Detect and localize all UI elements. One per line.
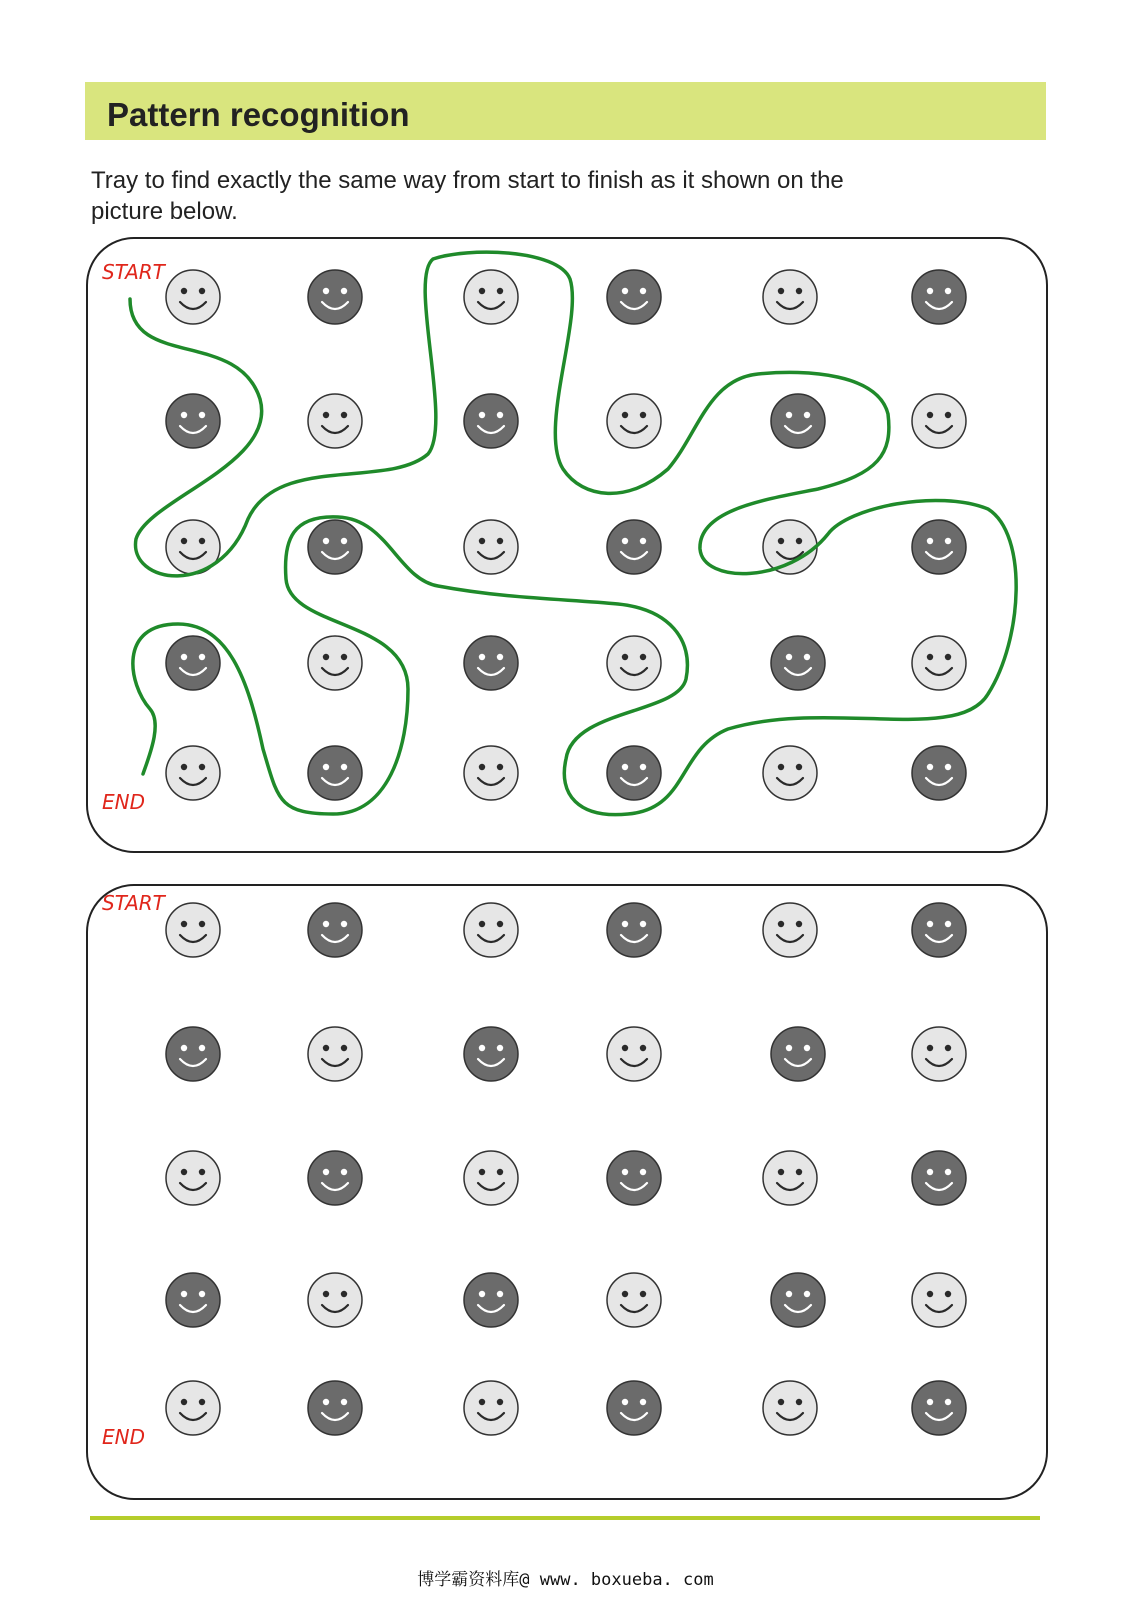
end-label: END xyxy=(102,790,145,814)
light-smiley-icon xyxy=(308,1027,362,1081)
dark-smiley-icon xyxy=(912,1381,966,1435)
dark-smiley-icon xyxy=(166,394,220,448)
dark-smiley-icon xyxy=(464,1273,518,1327)
light-smiley-icon xyxy=(166,270,220,324)
light-smiley-icon xyxy=(464,746,518,800)
practice-face-grid xyxy=(166,903,966,1435)
light-smiley-icon xyxy=(464,903,518,957)
light-smiley-icon xyxy=(912,394,966,448)
instructions-text: Tray to find exactly the same way from start to finish as it shown on the picture below. xyxy=(91,167,844,225)
example-maze-panel xyxy=(86,237,1048,853)
dark-smiley-icon xyxy=(607,270,661,324)
bottom-rule xyxy=(90,1516,1040,1520)
light-smiley-icon xyxy=(912,1027,966,1081)
dark-smiley-icon xyxy=(771,394,825,448)
light-smiley-icon xyxy=(308,394,362,448)
example-maze-canvas xyxy=(88,239,1046,851)
dark-smiley-icon xyxy=(308,903,362,957)
dark-smiley-icon xyxy=(308,1151,362,1205)
light-smiley-icon xyxy=(308,636,362,690)
dark-smiley-icon xyxy=(308,1381,362,1435)
page-title: Pattern recognition xyxy=(107,96,410,133)
light-smiley-icon xyxy=(607,636,661,690)
dark-smiley-icon xyxy=(771,1027,825,1081)
light-smiley-icon xyxy=(308,1273,362,1327)
light-smiley-icon xyxy=(912,636,966,690)
light-smiley-icon xyxy=(607,1273,661,1327)
light-smiley-icon xyxy=(763,270,817,324)
light-smiley-icon xyxy=(166,746,220,800)
dark-smiley-icon xyxy=(912,1151,966,1205)
dark-smiley-icon xyxy=(771,636,825,690)
light-smiley-icon xyxy=(763,1381,817,1435)
dark-smiley-icon xyxy=(912,520,966,574)
light-smiley-icon xyxy=(464,520,518,574)
light-smiley-icon xyxy=(763,520,817,574)
practice-maze-panel xyxy=(86,884,1048,1500)
dark-smiley-icon xyxy=(607,520,661,574)
dark-smiley-icon xyxy=(308,270,362,324)
light-smiley-icon xyxy=(607,394,661,448)
light-smiley-icon xyxy=(464,1381,518,1435)
light-smiley-icon xyxy=(166,1381,220,1435)
dark-smiley-icon xyxy=(607,903,661,957)
light-smiley-icon xyxy=(763,746,817,800)
end-label: END xyxy=(102,1425,145,1449)
light-smiley-icon xyxy=(464,270,518,324)
practice-maze-canvas xyxy=(88,886,1046,1498)
light-smiley-icon xyxy=(912,1273,966,1327)
start-label: START xyxy=(102,891,165,915)
dark-smiley-icon xyxy=(464,394,518,448)
light-smiley-icon xyxy=(763,903,817,957)
dark-smiley-icon xyxy=(912,270,966,324)
dark-smiley-icon xyxy=(166,1273,220,1327)
dark-smiley-icon xyxy=(607,746,661,800)
light-smiley-icon xyxy=(607,1027,661,1081)
dark-smiley-icon xyxy=(607,1381,661,1435)
light-smiley-icon xyxy=(166,903,220,957)
dark-smiley-icon xyxy=(308,520,362,574)
dark-smiley-icon xyxy=(607,1151,661,1205)
footer-watermark: 博学霸资料库@ www. boxueba. com xyxy=(417,1570,714,1590)
light-smiley-icon xyxy=(464,1151,518,1205)
dark-smiley-icon xyxy=(308,746,362,800)
dark-smiley-icon xyxy=(464,636,518,690)
dark-smiley-icon xyxy=(771,1273,825,1327)
title-band xyxy=(85,82,1046,140)
light-smiley-icon xyxy=(763,1151,817,1205)
example-path-line xyxy=(130,252,1016,815)
dark-smiley-icon xyxy=(912,903,966,957)
start-label: START xyxy=(102,260,165,284)
dark-smiley-icon xyxy=(166,1027,220,1081)
dark-smiley-icon xyxy=(912,746,966,800)
dark-smiley-icon xyxy=(464,1027,518,1081)
light-smiley-icon xyxy=(166,1151,220,1205)
dark-smiley-icon xyxy=(166,636,220,690)
